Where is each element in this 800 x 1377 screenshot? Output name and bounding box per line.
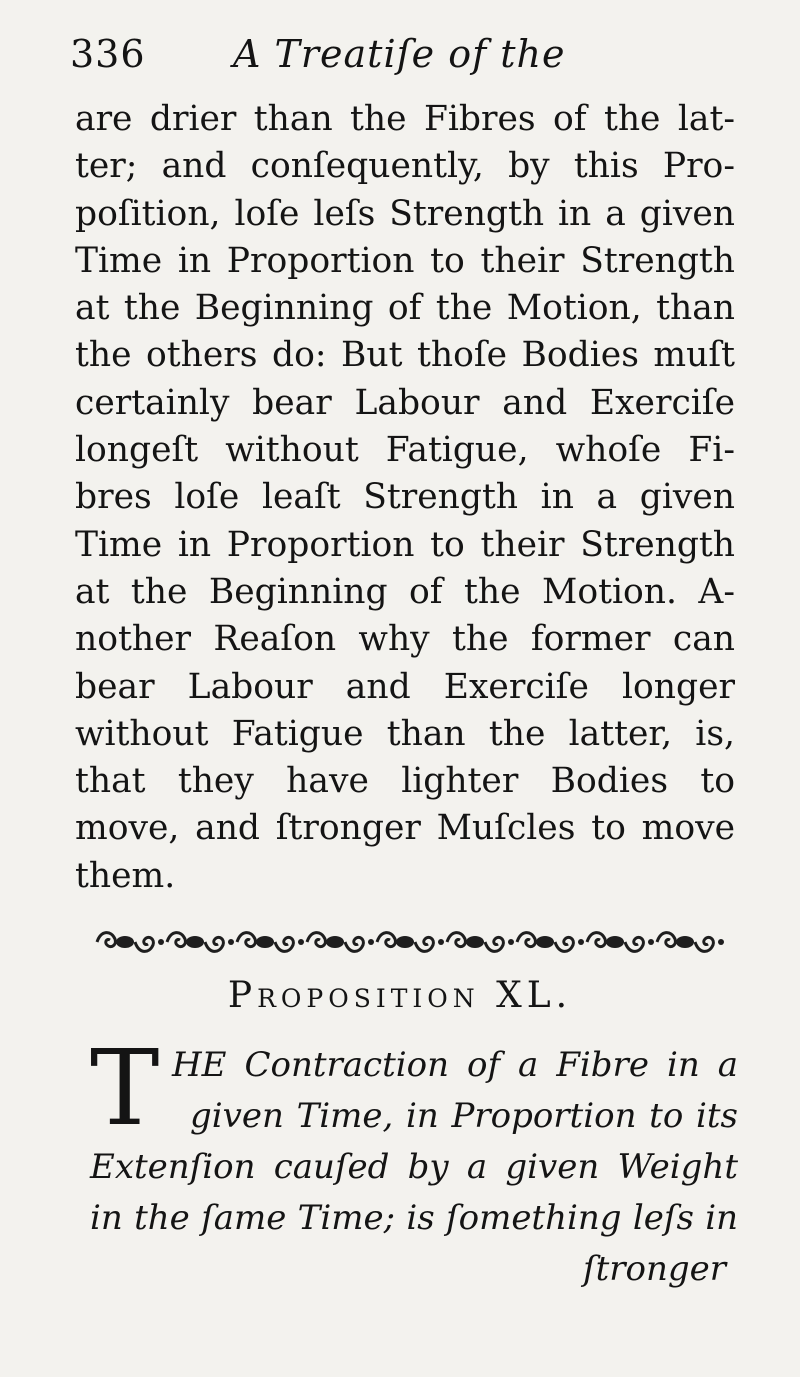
proposition-heading: Proposition XL. <box>227 975 573 1016</box>
text-line: bres loſe leaſt Strength in a given <box>75 477 735 518</box>
text-line: ter; and conſequently, by this Pro- <box>75 146 735 187</box>
text-line: HE Contraction of a Fibre in a <box>172 1045 738 1085</box>
text-line: nother Reaſon why the former can <box>75 619 735 660</box>
text-line: certainly bear Labour and Exerciſe <box>75 382 735 423</box>
text-line: at the Beginning of the Motion, than <box>75 288 735 329</box>
text-line: Extenſion cauſed by a given Weight <box>90 1147 738 1187</box>
text-line: that they have lighter Bodies to <box>75 761 735 802</box>
page-number: 336 <box>70 32 146 76</box>
text-line: them. <box>75 855 176 896</box>
text-line: at the Beginning of the Motion. A- <box>75 571 735 612</box>
running-title: A Treatiſe of the <box>233 32 566 76</box>
ornamental-divider <box>95 925 725 959</box>
text-line: in the ſame Time; is ſomething leſs in <box>90 1198 738 1238</box>
body-paragraph <box>75 96 735 900</box>
text-line: move, and ſtronger Muſcles to move <box>75 808 735 849</box>
text-line: Time in Proportion to their Strength <box>75 524 735 565</box>
catchword: ſtronger <box>582 1249 726 1289</box>
text-line: are drier than the Fibres of the lat- <box>75 99 735 139</box>
running-head <box>70 32 730 82</box>
text-line: given Time, in Proportion to its <box>190 1096 738 1136</box>
text-line: bear Labour and Exerciſe longer <box>75 666 735 707</box>
text-line: longeſt without Fatigue, whoſe Fi- <box>75 430 735 471</box>
text-line: without Fatigue than the latter, is, <box>75 713 735 754</box>
drop-cap: T <box>90 1027 160 1149</box>
text-line: poſition, loſe leſs Strength in a given <box>75 193 735 234</box>
text-line: Time in Proportion to their Strength <box>75 240 735 281</box>
text-line: the others do: But thoſe Bodies muſt <box>75 335 735 376</box>
